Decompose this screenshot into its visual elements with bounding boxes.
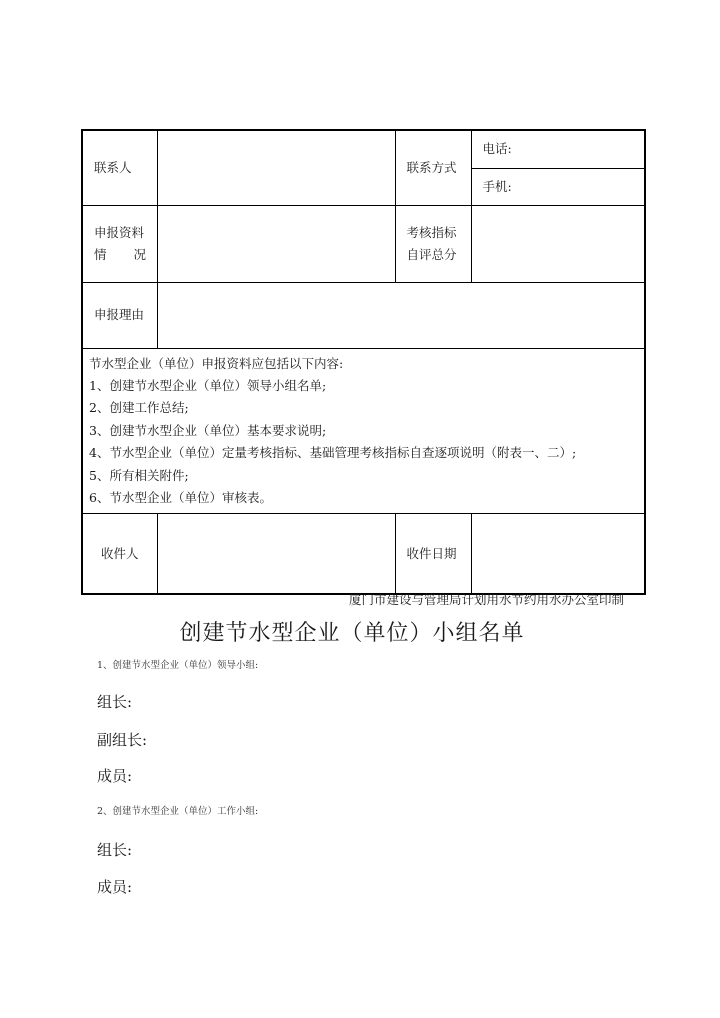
materials-label-line2-a: 情 (94, 246, 107, 262)
section1-members-field: 成员: (97, 767, 133, 785)
materials-label-line1: 申报资料 (94, 224, 145, 240)
indicator-label (395, 205, 471, 282)
section1-deputy-leader-field: 副组长: (97, 731, 148, 749)
materials-label (82, 205, 157, 282)
application-form-table (81, 129, 646, 595)
contact-method-label: 联系方式 (395, 130, 471, 205)
phone-field[interactable]: 电话: (471, 130, 645, 168)
indicator-label-line2: 自评总分 (406, 246, 457, 262)
contact-person-label: 联系人 (82, 130, 157, 205)
section2-heading: 2、创建节水型企业（单位）工作小组: (97, 806, 259, 817)
section2-leader-field: 组长: (97, 841, 133, 859)
indicator-label-line1: 考核指标 (406, 224, 457, 240)
reason-label: 申报理由 (82, 282, 157, 348)
notes-item-2: 2、创建工作总结; (89, 400, 189, 416)
notes-item-6: 6、节水型企业（单位）审核表。 (89, 489, 272, 505)
notes-intro: 节水型企业（单位）申报资料应包括以下内容: (89, 355, 344, 371)
contact-person-field[interactable] (157, 130, 395, 205)
notes-item-4: 4、节水型企业（单位）定量考核指标、基础管理考核指标自查逐项说明（附表一、二）; (89, 445, 577, 461)
receiver-label: 收件人 (82, 514, 157, 594)
section1-leader-field: 组长: (97, 693, 133, 711)
section1-heading: 1、创建节水型企业（单位）领导小组: (97, 660, 259, 671)
notes-item-1: 1、创建节水型企业（单位）领导小组名单; (89, 377, 327, 393)
receiver-field[interactable] (157, 514, 395, 594)
receive-date-field[interactable] (471, 514, 645, 594)
receive-date-label: 收件日期 (395, 514, 471, 594)
materials-field[interactable] (157, 205, 395, 282)
page-title: 创建节水型企业（单位）小组名单 (179, 621, 525, 646)
indicator-score-field[interactable] (471, 205, 645, 282)
reason-field[interactable] (157, 282, 645, 348)
notes-item-5: 5、所有相关附件; (89, 467, 189, 483)
materials-label-line2-b: 况 (133, 246, 146, 262)
mobile-field[interactable]: 手机: (471, 168, 645, 205)
section2-members-field: 成员: (97, 878, 133, 896)
materials-label-line2 (94, 244, 146, 266)
printer-note: 厦门市建设与管理局计划用水节约用水办公室印制 (348, 592, 624, 607)
requirements-notes (82, 348, 645, 514)
notes-item-3: 3、创建节水型企业（单位）基本要求说明; (89, 422, 327, 438)
